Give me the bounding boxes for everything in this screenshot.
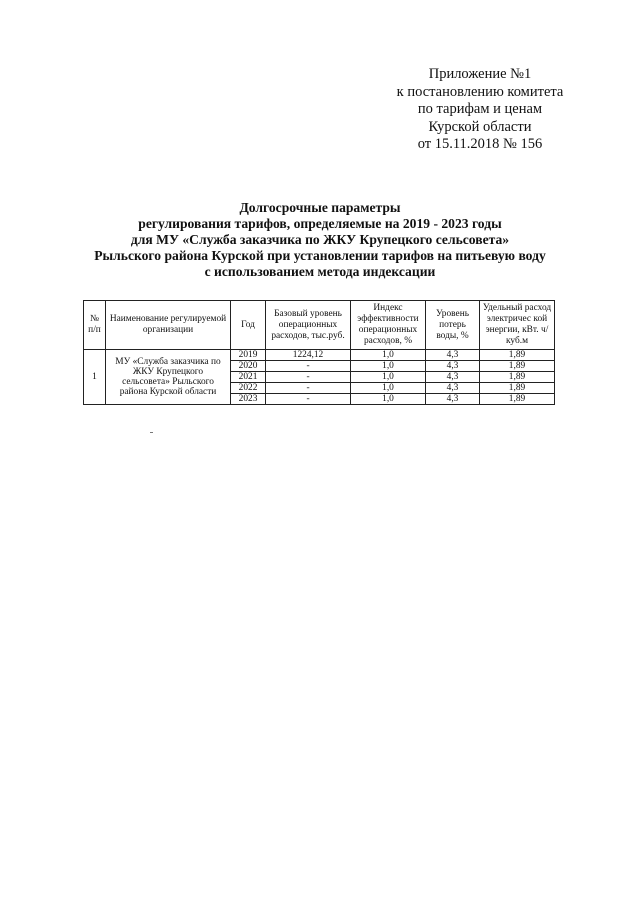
appendix-line: по тарифам и ценам (417, 101, 543, 117)
title-line: регулирования тарифов, определяемые на 2019 - 2023 годы (138, 216, 502, 231)
cell-year: 2019 (231, 350, 266, 361)
cell-base: 1224,12 (266, 350, 351, 361)
appendix-line: к постановлению комитета (396, 83, 564, 100)
cell-year: 2023 (231, 394, 266, 405)
table-header-row (84, 301, 555, 350)
cell-loss: 4,3 (426, 350, 480, 361)
cell-energy: 1,89 (480, 361, 555, 372)
parameters-table (83, 300, 555, 405)
cell-base: - (266, 372, 351, 383)
cell-org: МУ «Служба заказчика по ЖКУ Крупецкого сельсовета» Рыльского района Курской области (106, 350, 231, 405)
cell-energy: 1,89 (480, 383, 555, 394)
header-base: Базовый уровень операционных расходов, тыс.руб. (266, 301, 351, 350)
appendix-line: от 15.11.2018 № 156 (417, 136, 543, 152)
cell-energy: 1,89 (480, 350, 555, 361)
appendix-header (380, 66, 580, 154)
appendix-line: Приложение №1 (428, 66, 532, 82)
cell-base: - (266, 383, 351, 394)
cell-index: 1,0 (351, 361, 426, 372)
cell-index: 1,0 (351, 383, 426, 394)
cell-base: - (266, 361, 351, 372)
cell-base: - (266, 394, 351, 405)
header-num: № п/п (84, 301, 106, 350)
cell-year: 2021 (231, 372, 266, 383)
cell-index: 1,0 (351, 394, 426, 405)
title-line: Долгосрочные параметры (239, 200, 401, 215)
cell-year: 2022 (231, 383, 266, 394)
header-index: Индекс эффективности операционных расходов, % (351, 301, 426, 350)
header-loss: Уровень потерь воды, % (426, 301, 480, 350)
cell-energy: 1,89 (480, 394, 555, 405)
cell-index: 1,0 (351, 350, 426, 361)
document-title (60, 200, 580, 280)
header-org: Наименование регулируемой организации (106, 301, 231, 350)
cell-loss: 4,3 (426, 394, 480, 405)
title-line: Рыльского района Курской при установлении тарифов на питьевую воду (94, 248, 546, 263)
title-line: с использованием метода индексации (204, 264, 436, 279)
scan-speck (150, 432, 153, 433)
cell-loss: 4,3 (426, 383, 480, 394)
title-line: для МУ «Служба заказчика по ЖКУ Крупецкого сельсовета» (130, 232, 510, 247)
appendix-line: Курской области (428, 118, 532, 135)
table-row (84, 350, 555, 361)
cell-num: 1 (84, 350, 106, 405)
cell-energy: 1,89 (480, 372, 555, 383)
cell-loss: 4,3 (426, 361, 480, 372)
header-energy: Удельный расход электричес кой энергии, кВт. ч/куб.м (480, 301, 555, 350)
cell-loss: 4,3 (426, 372, 480, 383)
cell-year: 2020 (231, 361, 266, 372)
header-year: Год (231, 301, 266, 350)
cell-index: 1,0 (351, 372, 426, 383)
